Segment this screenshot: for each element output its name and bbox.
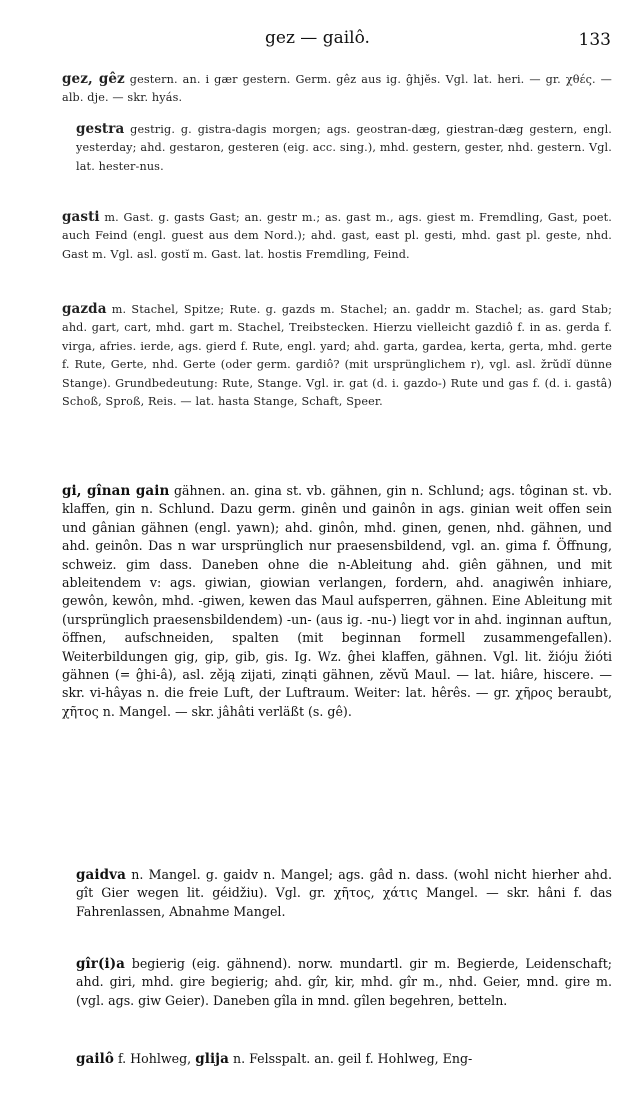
- entry-gasti: [62, 208, 612, 264]
- entry-gailo: [76, 1050, 612, 1068]
- page-number: 133: [578, 30, 611, 50]
- entry-gi: [62, 482, 612, 721]
- entry-gestra: [76, 120, 612, 176]
- entry-headword: gaidva: [76, 867, 126, 883]
- entry-headword: gestra: [76, 121, 125, 137]
- entry-text-secondary: n. Felsspalt. an. geil f. Hohlweg, Eng-: [229, 1051, 473, 1066]
- entry-text: gestrig. g. gistra-dagis morgen; ags. geostran-dæg, giestran-dæg gestern, engl. yesterday; ahd. gestaron, gesteren (eig. acc. sing.), mhd. gestern, gester, nhd. gestern. Vgl. lat. hester-nus.: [76, 123, 612, 173]
- entry-headword: gasti: [62, 209, 100, 225]
- entry-gazda: [62, 300, 612, 411]
- entry-gaidva: [76, 866, 612, 921]
- entry-headword: gîr(i)a: [76, 956, 126, 972]
- entry-text: m. Gast. g. gasts Gast; an. gestr m.; as. gast m., ags. giest m. Fremdling, Gast, poet. auch Feind (engl. guest aus dem Nord.); ahd. gast, east pl. gesti, mhd. gast pl. geste, nhd. Gast m. Vgl. asl. gostĭ m. Gast. lat. hostis Fremdling, Feind.: [62, 211, 612, 261]
- page-title: gez — gailô.: [265, 28, 370, 48]
- entry-headword: gazda: [62, 301, 107, 317]
- entry-headword: gi, gînan gain: [62, 483, 170, 499]
- entry-text: f. Hohlweg,: [113, 1051, 196, 1066]
- entry-headword: gailô: [76, 1051, 114, 1067]
- entry-text: n. Mangel. g. gaidv n. Mangel; ags. gâd n. dass. (wohl nicht hierher ahd. gît Gier wegen lit. géidžiu). Vgl. gr. χῆτος, χάτις Mangel. — skr. hâni f. das Fahrenlassen, Abnahme Mangel.: [76, 867, 612, 919]
- entry-gez: [62, 70, 612, 108]
- entry-text: begierig (eig. gähnend). norw. mundartl. gir m. Begierde, Leidenschaft; ahd. giri, mhd. gire begierig; ahd. gîr, kir, mhd. gîr m., nhd. Geier, mnd. gire m. (vgl. ags. giw Geier). Daneben gîla in mnd. gîlen begehren, betteln.: [76, 956, 612, 1008]
- entry-headword-secondary: glija: [195, 1051, 230, 1067]
- entry-text: m. Stachel, Spitze; Rute. g. gazds m. Stachel; an. gaddr m. Stachel; as. gard Stab; ahd. gart, cart, mhd. gart m. Stachel, Treibstecken. Hierzu vielleicht gazdiô f. in as. gerda f. virga, afries. ierde, ags. gierd f. Rute, engl. yard; ahd. garta, gardea, kerta, gerta, mhd. gerte f. Rute, Gerte, nhd. Gerte (oder germ. gardiô? (mit ursprünglichem r), vgl. asl. žrŭdĭ dünne Stange). Grundbedeutung: Rute, Stange. Vgl. ir. gat (d. i. gazdo-) Rute und gas f. (d. i. gastâ) Schoß, Sproß, Reis. — lat. hasta Stange, Schaft, Speer.: [62, 303, 612, 409]
- entry-giria: [76, 955, 612, 1010]
- entry-text: gähnen. an. gina st. vb. gähnen, gin n. Schlund; ags. tôginan st. vb. klaffen, gin n. Schlund. Dazu germ. ginên und gainôn in ags. ginian weit offen sein und gânian gähnen (engl. yawn); ahd. ginôn, mhd. ginen, genen, nhd. gähnen, und ahd. geinôn. Das n war ursprünglich nur praesensbildend, vgl. an. gima f. Öffnung, schweiz. gim dass. Daneben ohne die n-Ableitung ahd. giên gähnen, und mit ableitendem v: ags. giwian, giowian verlangen, fordern, ahd. anagiwên inhiare, gewôn, kewôn, mhd. -giwen, kewen das Maul aufsperren, gähnen. Eine Ableitung mit (ursprünglich praesensbildendem) -un- (aus ig. -nu-) liegt vor in ahd. inginnan auftun, öffnen, aufschneiden, spalten (mit beginnan formell zusammengefallen). Weiterbildungen gig, gip, gib, gis. Ig. Wz. ĝhei klaffen, gähnen. Vgl. lit. žióju žióti gähnen (= ĝhi-â), asl. zěją zijati, zinąti gähnen, zěvŭ Maul. — lat. hiâre, hiscere. — skr. vi-hâyas n. die freie Luft, der Luftraum. Weiter: lat. hêrês. — gr. χῆρος beraubt, χῆτος n. Mangel. — skr. jâhâti verläßt (s. gê).: [62, 483, 612, 719]
- entry-headword: gez, gêz: [62, 71, 125, 87]
- entry-text: gestern. an. i gær gestern. Germ. gêz aus ig. ĝhjĕs. Vgl. lat. heri. — gr. χθές. — alb. dje. — skr. hyás.: [62, 73, 612, 105]
